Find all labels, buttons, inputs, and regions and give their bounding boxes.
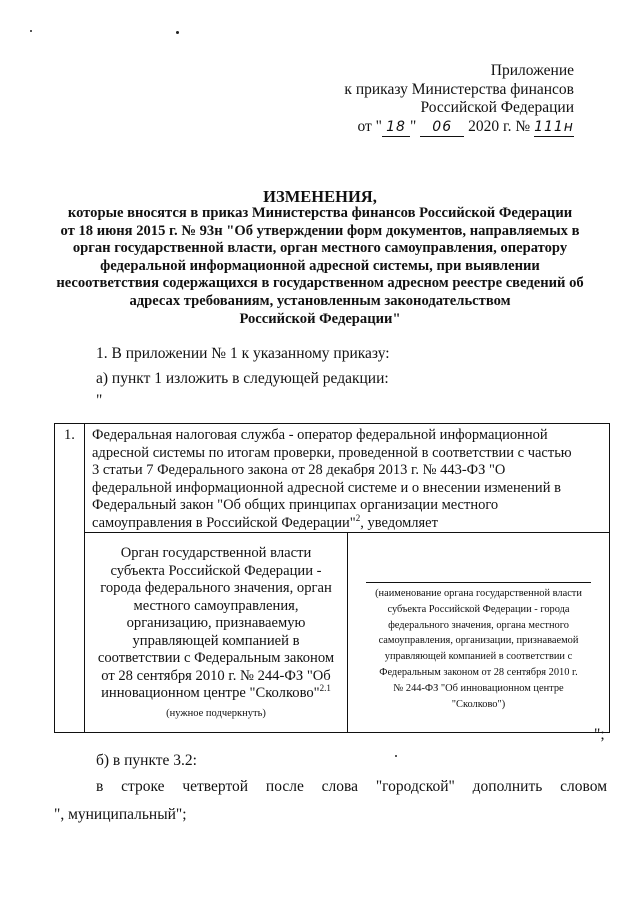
paragraph-b-text: [96, 778, 607, 796]
top-line: Федеральная налоговая служба - оператор федеральной информационной: [92, 427, 548, 443]
table-right-cell: [348, 533, 609, 732]
scan-speck: [395, 755, 397, 757]
subtitle-line: адресах требованиям, установленным законодательством: [129, 292, 511, 309]
table-left-cell: [85, 533, 348, 732]
footnote-ref: 2: [355, 513, 361, 524]
table-number-column: [55, 424, 85, 732]
appendix-date-line: [254, 118, 574, 138]
document-title: ИЗМЕНЕНИЯ,: [263, 187, 377, 206]
amendment-table: [54, 423, 610, 733]
paragraph-b-continuation: ", муниципальный";: [54, 806, 187, 823]
table-top-cell: [85, 424, 609, 533]
subtitle-line: от 18 июня 2015 г. № 93н "Об утверждении форм документов, направляемых в: [60, 222, 580, 239]
row-number: 1.: [64, 427, 75, 443]
date-prefix: от ": [357, 117, 383, 135]
top-line-end: , уведомляет: [360, 514, 438, 531]
left-line: инновационном центре "Сколково": [101, 685, 320, 701]
word: "городской": [375, 778, 455, 795]
word: словом: [560, 778, 607, 795]
left-line: местного самоуправления,: [133, 597, 299, 614]
right-line: "Сколково"): [451, 698, 506, 710]
right-line: Федеральным законом от 28 сентября 2010 г.: [379, 666, 578, 678]
subtitle-line: федеральной информационной адресной системы, при выявлении: [100, 257, 540, 274]
word: строке: [121, 778, 165, 795]
left-line: управляющей компанией в: [132, 632, 300, 649]
top-line: федеральной информационной адресной системе и о внесении изменений в: [92, 479, 561, 496]
close-quote: ";: [594, 726, 605, 743]
top-line-last: [92, 515, 603, 533]
scan-speck: [176, 31, 179, 34]
date-month: 06: [420, 118, 464, 138]
scan-speck: [30, 30, 32, 32]
top-line: 3 статьи 7 Федерального закона от 28 декабря 2013 г. № 443-ФЗ "О: [92, 462, 506, 479]
subtitle-line: которые вносятся в приказ Министерства финансов Российской Федерации: [67, 205, 573, 221]
right-line: (наименование органа государственной власти: [375, 588, 582, 599]
top-line: Федеральный закон "Об общих принципах организации местного: [92, 497, 499, 514]
paragraph-a: а) пункт 1 изложить в следующей редакции:: [96, 370, 389, 387]
right-line: управляющей компанией в соответствии с: [384, 651, 573, 663]
subtitle-line: орган государственной власти, орган местного самоуправления, оператору: [72, 240, 568, 257]
appendix-line: к приказу Министерства финансов: [344, 80, 574, 98]
fill-in-line: [366, 582, 591, 583]
underline-note: (нужное подчеркнуть): [166, 707, 266, 719]
word: в: [96, 778, 104, 795]
appendix-line: Приложение: [490, 62, 574, 79]
date-day: 18: [382, 118, 410, 138]
subtitle-line: Российской Федерации": [239, 310, 401, 327]
right-caption: [354, 586, 603, 712]
right-line: самоуправления, организации, признаваемой: [378, 635, 579, 647]
date-quote: ": [410, 117, 417, 135]
left-line: организацию, признаваемую: [126, 615, 306, 631]
paragraph-b: б) в пункте 3.2:: [96, 752, 197, 769]
top-line: самоуправления в Российской Федерации": [92, 514, 356, 531]
right-line: субъекта Российской Федерации - города: [387, 603, 570, 615]
footnote-ref: 2.1: [319, 683, 331, 694]
right-line: № 244-ФЗ "Об инновационном центре: [393, 682, 564, 694]
word: слова: [321, 778, 359, 795]
subtitle-line: несоответствия содержащихся в государственном адресном реестре сведений об: [56, 275, 584, 292]
word: после: [265, 778, 304, 795]
right-line: федерального значения, органа местного: [388, 619, 569, 631]
left-line: города федерального значения, орган: [100, 580, 332, 596]
appendix-header: [254, 62, 574, 137]
left-line: соответствии с Федеральным законом: [97, 650, 335, 666]
appendix-line: Российской Федерации: [420, 99, 574, 116]
open-quote: ": [96, 392, 103, 409]
document-subtitle: [40, 205, 600, 328]
word: дополнить: [472, 778, 543, 795]
order-number: 111н: [534, 118, 574, 138]
top-line: адресной системы по итогам проверки, проведенной в соответствии с частью: [92, 444, 572, 461]
left-line: от 28 сентября 2010 г. № 244-ФЗ "Об: [101, 667, 331, 684]
paragraph-1: 1. В приложении № 1 к указанному приказу:: [96, 345, 390, 362]
date-year: 2020 г. №: [468, 117, 531, 135]
left-line: субъекта Российской Федерации -: [110, 562, 322, 579]
word: четвертой: [182, 778, 249, 795]
left-line: Орган государственной власти: [120, 545, 312, 561]
left-line-last: [89, 685, 343, 703]
